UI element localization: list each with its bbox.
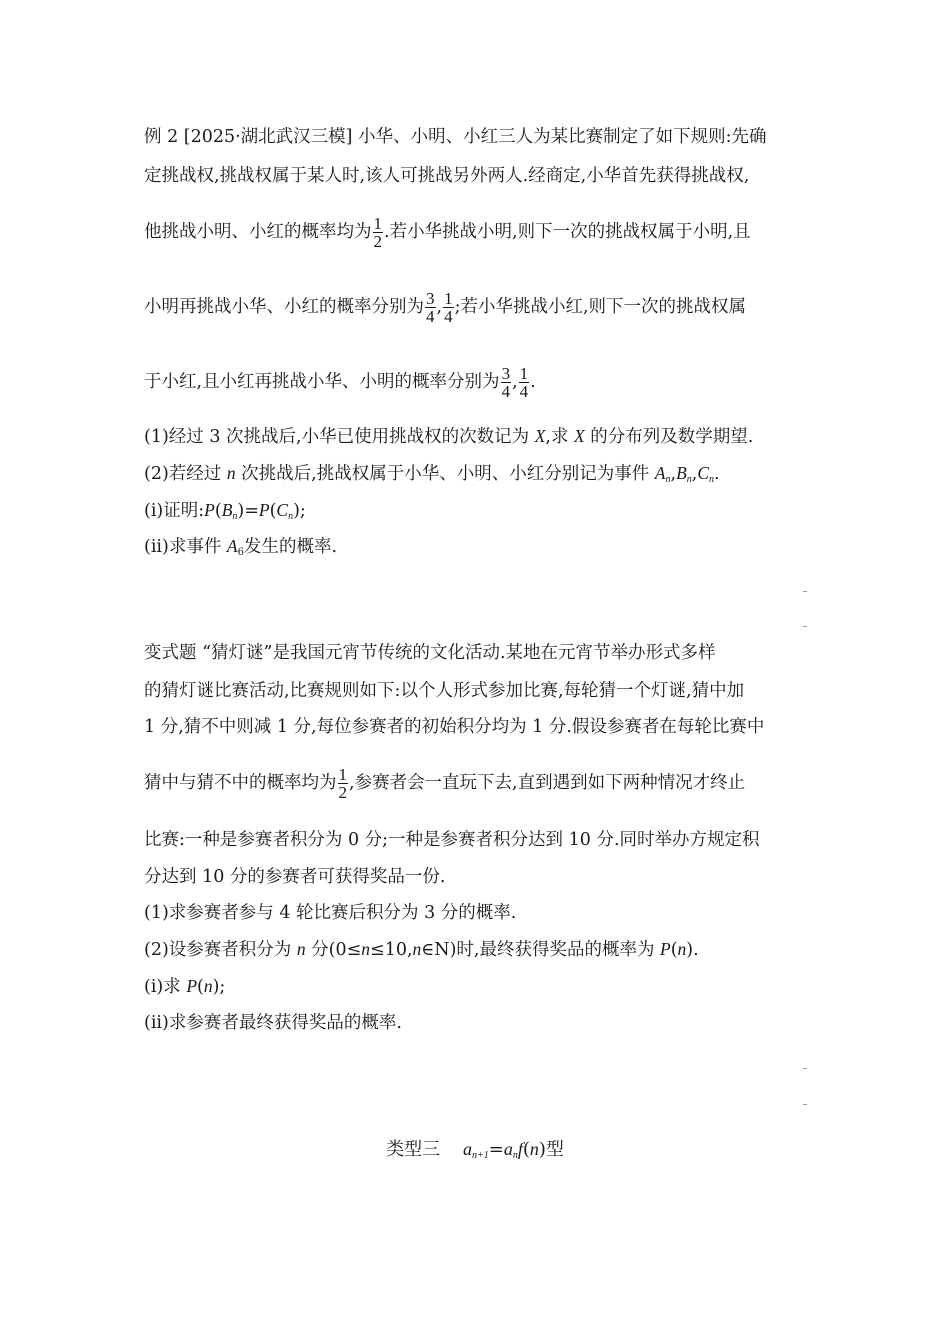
section-heading: 类型三 $a_{n+1}=a_nf(n)$型 (386, 1139, 564, 1161)
variant-question-2: (2)设参赛者积分为 n 分(0≤n≤10,n∈N)时,最终获得奖品的概率为 P(n). (144, 939, 699, 960)
example-line-3: 他挑战小明、小红的概率均为 $\frac{1}{2}$ .若小华挑战小明,则下一次的挑战权属于小明,且 (144, 214, 751, 251)
fraction-one-half: $\frac{1}{2}$ (373, 214, 382, 251)
variant-question-2ii: (ii)求参赛者最终获得奖品的概率. (144, 1013, 402, 1033)
variant-question-1: (1)求参赛者参与 4 轮比赛后积分为 3 分的概率. (144, 903, 517, 923)
fraction-one-half: $\frac{1}{2}$ (338, 765, 347, 802)
variant-line-4: 猜中与猜不中的概率均为 $\frac{1}{2}$ ,参赛者会一直玩下去,直到遇到如下两种情况才终止 (144, 765, 746, 802)
fraction-three-quarters: $\frac{3}{4}$ (501, 364, 511, 401)
fraction-three-quarters: $\frac{3}{4}$ (426, 289, 435, 326)
margin-mark (803, 1104, 807, 1105)
variant-line-2: 的猜灯谜比赛活动,比赛规则如下:以个人形式参加比赛,每轮猜一个灯谜,猜中加 (144, 681, 745, 701)
example-line-2: 定挑战权,挑战权属于某人时,该人可挑战另外两人.经商定,小华首先获得挑战权, (144, 166, 750, 186)
example-label: 例 2 [2025·湖北武汉三模] (144, 127, 353, 147)
variant-line-5: 比赛:一种是参赛者积分为 0 分;一种是参赛者积分达到 10 分.同时举办方规定积 (144, 830, 760, 850)
fraction-one-quarter: $\frac{1}{4}$ (519, 364, 529, 401)
variant-line-6: 分达到 10 分的参赛者可获得奖品一份. (144, 867, 446, 887)
variant-question-2i: (i)求 P(n); (144, 976, 226, 997)
example-question-2i: (i)证明$:P(B_n)=P(C_n)$; (144, 500, 306, 522)
fraction-one-quarter: $\frac{1}{4}$ (444, 289, 453, 326)
example-question-2: (2)若经过 n 次挑战后,挑战权属于小华、小明、小红分别记为事件 $A_n,B_n,C_n$. (144, 463, 720, 485)
variant-line-3: 1 分,猜不中则减 1 分,每位参赛者的初始积分均为 1 分.假设参赛者在每轮比赛中 (144, 717, 765, 737)
example-question-2ii: (ii)求事件 $A_6$发生的概率. (144, 536, 338, 558)
example-question-1: (1)经过 3 次挑战后,小华已使用挑战权的次数记为 X,求 X 的分布列及数学期望. (144, 426, 754, 447)
variant-line-1: 变式题 “猜灯谜”是我国元宵节传统的文化活动.某地在元宵节举办形式多样 (144, 643, 716, 663)
example-line-5: 于小红,且小红再挑战小华、小明的概率分别为 $\frac{3}{4}$ , $\frac{1}{4}$ . (144, 364, 536, 401)
example-line-1: 例 2 [2025·湖北武汉三模] 小华、小明、小红三人为某比赛制定了如下规则:先确 (144, 127, 767, 147)
margin-mark (803, 591, 807, 592)
margin-mark (803, 626, 807, 627)
example-line-4: 小明再挑战小华、小红的概率分别为 $\frac{3}{4}$ , $\frac{1}{4}$ ;若小华挑战小红,则下一次的挑战权属 (144, 289, 747, 326)
margin-mark (803, 1068, 807, 1069)
